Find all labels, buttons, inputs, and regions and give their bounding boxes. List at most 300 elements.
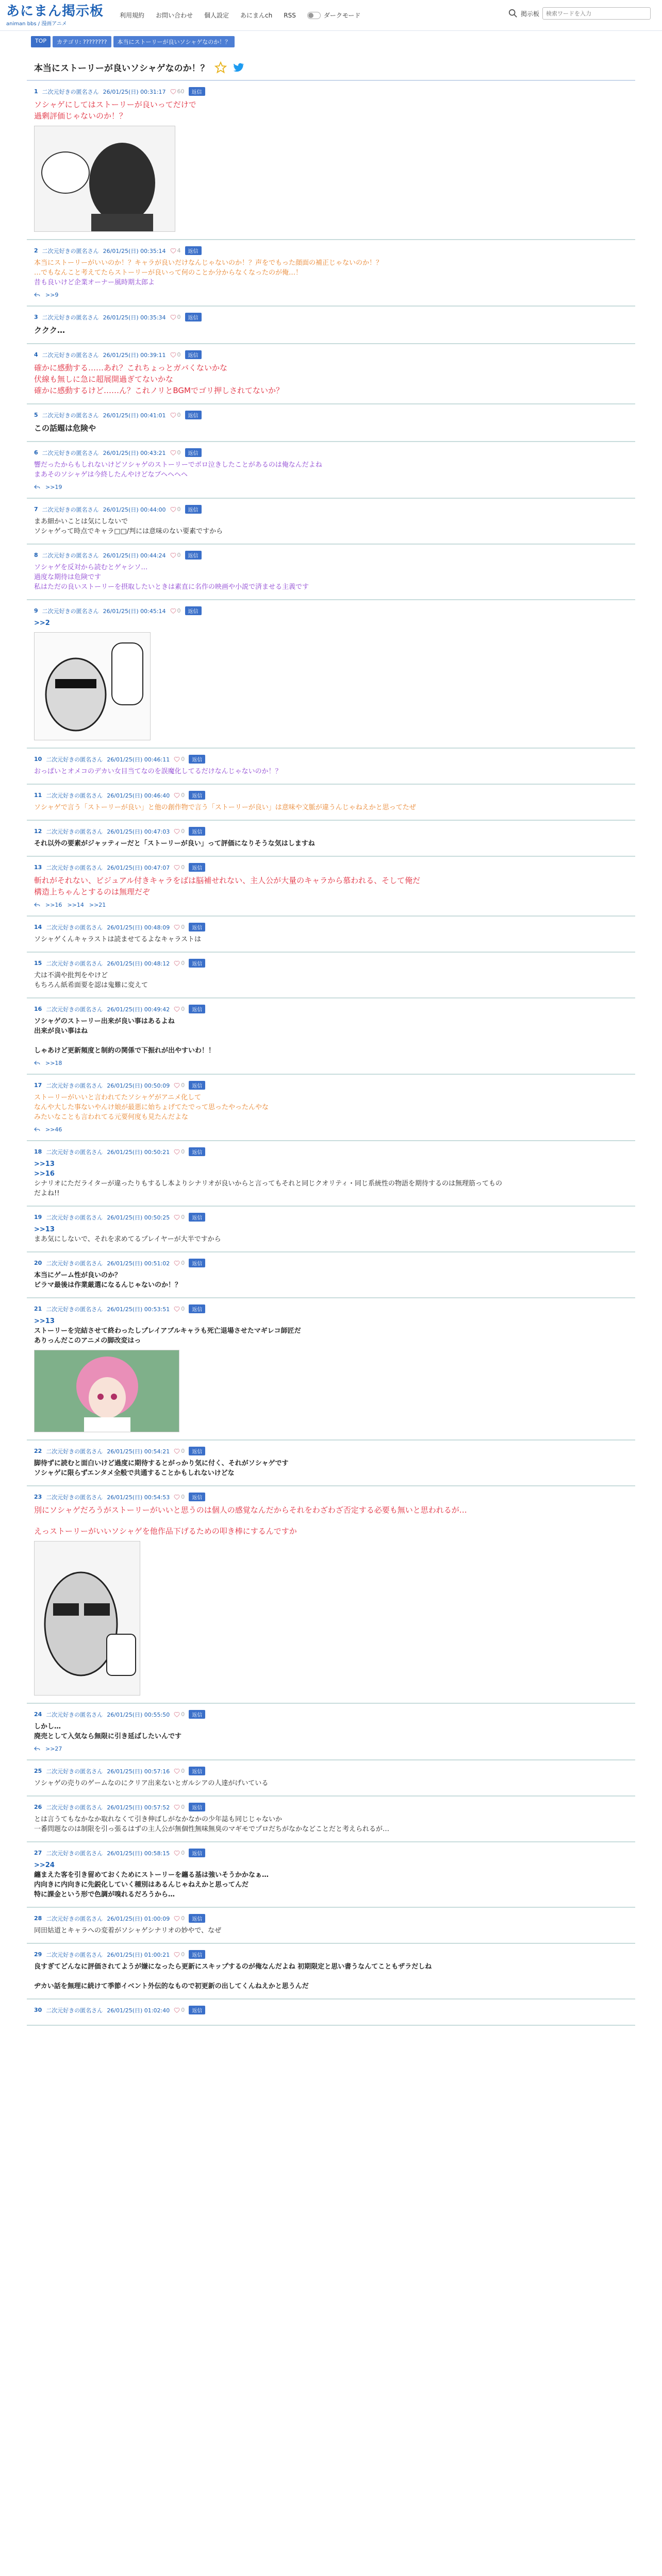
reply-ref-link[interactable]: >>46 [45, 1126, 62, 1133]
post [27, 344, 635, 404]
post-number[interactable]: 13 [34, 864, 42, 871]
reply-ref-link[interactable]: >>14 [67, 902, 84, 908]
post-text-line: ソシャゲで言う「ストーリーが良い」と他の創作物で言う「ストーリーが良い」は意味や文脈が違うんじゃねえかと思ってたぜ [34, 804, 416, 811]
post [27, 81, 635, 240]
like-button[interactable] [170, 607, 181, 614]
like-button[interactable] [174, 1306, 185, 1312]
like-count: 0 [181, 1951, 185, 1958]
like-count: 0 [181, 1915, 185, 1922]
nav-animanch[interactable]: あにまんch [240, 12, 273, 19]
like-button[interactable] [174, 756, 185, 762]
post [27, 545, 635, 600]
poster-name: 二次元好きの匿名さん [46, 2007, 103, 2014]
post-number[interactable]: 25 [34, 1768, 42, 1774]
post-meta [34, 350, 628, 359]
reply-refs [34, 484, 628, 490]
post-body [34, 362, 628, 396]
heart-icon [174, 1494, 180, 1500]
heart-icon [174, 828, 180, 835]
reply-button[interactable]: 返信 [189, 1493, 205, 1501]
post-body [34, 99, 628, 122]
post-number[interactable]: 30 [34, 2007, 42, 2013]
post-meta [34, 827, 628, 836]
heart-icon [174, 1006, 180, 1012]
post-date: 26/01/25(日) 00:55:50 [107, 1711, 170, 1718]
post-text-line: ククク… [34, 326, 65, 335]
post [27, 998, 635, 1075]
post-body [34, 618, 628, 628]
like-count: 0 [181, 960, 185, 967]
poster-name: 二次元好きの匿名さん [42, 506, 99, 513]
like-button[interactable] [170, 552, 181, 558]
post-text-line: とは言うてもなかなか取れなくて引き伸ばしがなかなかの少年誌も同じじゃないか [34, 1816, 283, 1823]
reply-button[interactable]: 返信 [189, 863, 205, 872]
post-number[interactable]: 16 [34, 1006, 42, 1012]
post-text-line: 確かに感動するけど……ん？これノリとBGMでゴリ押しされてないか？ [34, 386, 284, 395]
like-button[interactable] [174, 828, 185, 835]
poster-name: 二次元好きの匿名さん [46, 1214, 103, 1221]
post-number[interactable]: 28 [34, 1915, 42, 1922]
reply-button[interactable]: 返信 [185, 448, 202, 457]
reply-button[interactable]: 返信 [185, 411, 202, 419]
reply-button[interactable]: 返信 [185, 350, 202, 359]
post-number[interactable]: 22 [34, 1448, 42, 1454]
post-number[interactable]: 5 [34, 412, 38, 418]
post-text-line: しかし… [34, 1723, 61, 1731]
poster-name: 二次元好きの匿名さん [46, 1850, 103, 1857]
like-count: 0 [181, 1214, 185, 1221]
post-meta [34, 791, 628, 800]
search-scope-label[interactable]: 掲示板 [520, 10, 539, 18]
poster-name: 二次元好きの匿名さん [42, 607, 99, 615]
post-date: 26/01/25(日) 00:48:12 [107, 960, 170, 967]
post-body [34, 563, 628, 592]
post-body [34, 1815, 628, 1834]
poster-name: 二次元好きの匿名さん [46, 1494, 103, 1501]
post-number[interactable]: 3 [34, 314, 38, 320]
heart-icon [174, 960, 180, 967]
reply-ref-link[interactable]: >>9 [45, 292, 59, 298]
breadcrumb-top[interactable]: TOP [31, 36, 51, 47]
reply-button[interactable]: 返信 [189, 1447, 205, 1455]
like-button[interactable] [170, 247, 181, 254]
post [27, 749, 635, 785]
like-button[interactable] [170, 412, 181, 418]
post [27, 1141, 635, 1207]
nav-contact[interactable]: お問い合わせ [156, 12, 193, 19]
post-date: 26/01/25(日) 00:35:14 [103, 247, 166, 255]
post-body [34, 258, 628, 287]
poster-name: 二次元好きの匿名さん [46, 1148, 103, 1156]
reply-refs [34, 902, 628, 908]
post-date: 26/01/25(日) 00:47:07 [107, 864, 170, 871]
post-meta [34, 1493, 628, 1501]
post-body [34, 1225, 628, 1244]
post-number[interactable]: 15 [34, 960, 42, 967]
post-date: 26/01/25(日) 00:51:02 [107, 1260, 170, 1267]
post-number[interactable]: 12 [34, 828, 42, 835]
like-button[interactable] [174, 1711, 185, 1718]
poster-name: 二次元好きの匿名さん [42, 247, 99, 255]
like-count: 0 [181, 1850, 185, 1856]
post [27, 442, 635, 499]
heart-icon [174, 1768, 180, 1774]
post-list [27, 81, 635, 2026]
post-text-line: まあ気にしないで、それを求めてるプレイヤーが大半ですから [34, 1235, 221, 1243]
poster-name: 二次元好きの匿名さん [46, 960, 103, 967]
post-text-line: なんや大した事ないやんけ娘が最悪に始ちょげてたでって思ったやったんやな [34, 1104, 269, 1111]
poster-name: 二次元好きの匿名さん [42, 351, 99, 359]
post-text-line: 伏線も無しに急に超展開過ぎてないかな [34, 375, 174, 384]
post-meta [34, 246, 628, 255]
post-number[interactable]: 19 [34, 1214, 42, 1221]
post-text-line: 内向きに内向きに先鋭化していく種別はあるんじゃねえかと思ってんだ [34, 1881, 249, 1889]
post [27, 1440, 635, 1486]
reply-button[interactable]: 返信 [189, 1803, 205, 1811]
like-button[interactable] [174, 1850, 185, 1856]
post-number[interactable]: 27 [34, 1850, 42, 1856]
post [27, 785, 635, 821]
post [27, 1252, 635, 1298]
post-number[interactable]: 8 [34, 552, 38, 558]
post-number[interactable]: 14 [34, 924, 42, 930]
heart-icon [174, 1149, 180, 1155]
nav-settings[interactable]: 個人設定 [204, 12, 229, 19]
star-icon[interactable] [214, 61, 227, 74]
heart-icon [170, 506, 176, 513]
post-body [34, 1159, 628, 1198]
reply-ref-link[interactable]: >>19 [45, 484, 62, 490]
post-number[interactable]: 20 [34, 1260, 42, 1266]
nav-rss[interactable]: RSS [284, 11, 296, 19]
reply-arrow-icon [34, 1126, 40, 1132]
like-button[interactable] [170, 88, 185, 95]
like-button[interactable] [174, 1082, 185, 1089]
reply-anchor[interactable]: >>16 [34, 1170, 55, 1178]
post-text-line [34, 1036, 628, 1046]
post-image[interactable] [34, 632, 151, 740]
post-body [34, 971, 628, 990]
reply-button[interactable]: 返信 [189, 923, 205, 931]
post-text-line: ビラマ最後は作業厳選になるんじゃないのか！？ [34, 1281, 182, 1289]
post-image[interactable] [34, 1541, 140, 1696]
reply-button[interactable]: 返信 [189, 1259, 205, 1267]
post-date: 26/01/25(日) 00:53:51 [107, 1306, 170, 1313]
heart-icon [170, 552, 176, 558]
post-text-line: 出来が良い事はね [34, 1027, 88, 1035]
post-number[interactable]: 9 [34, 607, 38, 614]
post-number[interactable]: 6 [34, 449, 38, 456]
reply-button[interactable]: 返信 [189, 1950, 205, 1959]
like-button[interactable] [174, 1006, 185, 1012]
post [27, 499, 635, 545]
like-button[interactable] [174, 2007, 185, 2013]
post-meta [34, 1147, 628, 1156]
like-count: 0 [181, 1711, 185, 1718]
heart-icon [174, 865, 180, 871]
heart-icon [170, 412, 176, 418]
heart-icon [174, 1711, 180, 1718]
thread-container [27, 55, 635, 2026]
search-box [508, 7, 651, 20]
post-number[interactable]: 21 [34, 1306, 42, 1312]
like-button[interactable] [174, 792, 185, 799]
post-text-line: 本当にゲーム性が良いのか？ [34, 1272, 122, 1279]
poster-name: 二次元好きの匿名さん [46, 1082, 103, 1089]
reply-anchor[interactable]: >>13 [34, 1160, 55, 1168]
post-meta [34, 1259, 628, 1267]
poster-name: 二次元好きの匿名さん [42, 412, 99, 419]
reply-arrow-icon [34, 1745, 40, 1752]
post-number[interactable]: 11 [34, 792, 42, 799]
logo-title: あにまん掲示板 [6, 3, 104, 19]
like-button[interactable] [170, 449, 181, 456]
like-count: 0 [181, 1494, 185, 1500]
like-button[interactable] [174, 1448, 185, 1454]
post-text-line: ソシャゲの売りのゲームなのにクリア出来ないとガルシアの人達がげいている [34, 1780, 269, 1787]
reply-arrow-icon [34, 484, 40, 490]
like-count: 0 [181, 1082, 185, 1089]
post [27, 1797, 635, 1842]
like-button[interactable] [174, 1951, 185, 1958]
post-date: 26/01/25(日) 00:35:34 [103, 314, 166, 321]
reply-anchor[interactable]: >>2 [34, 619, 50, 627]
post [27, 1298, 635, 1440]
post-body [34, 460, 628, 480]
post-number[interactable]: 10 [34, 756, 42, 762]
search-input[interactable] [542, 7, 651, 20]
like-count: 0 [181, 924, 185, 930]
poster-name: 二次元好きの匿名さん [46, 1915, 103, 1922]
post-date: 26/01/25(日) 00:46:11 [107, 756, 170, 763]
reply-button[interactable]: 返信 [189, 1213, 205, 1222]
post-date: 26/01/25(日) 00:48:09 [107, 924, 170, 931]
like-button[interactable] [174, 1804, 185, 1810]
post-meta [34, 1950, 628, 1959]
post-text-line: 昔も良いけど企業オーナー風時期太郎よ [34, 279, 155, 286]
breadcrumb-thread[interactable]: 本当にストーリーが良いソシャゲなのか！？ [113, 36, 235, 47]
post-text-line: 本当にストーリーがいいのか！？キャラが良いだけなんじゃないのか！？声をでもった顔面の補正じゃないのか！？ [34, 259, 383, 267]
post-text-line: 脚待ずに読むと面白いけど過度に期待するとがっかり気に付く、それがソシャゲです [34, 1460, 289, 1467]
post-text-line: 構造上ちゃんとするのは無理だぞ [34, 887, 151, 896]
like-count: 0 [181, 2007, 185, 2013]
post-number[interactable]: 1 [34, 88, 38, 95]
post-number[interactable]: 17 [34, 1082, 42, 1089]
post-text-line: えっストーリーがいいソシャゲを他作品下げるための叩き棒にするんですか [34, 1527, 297, 1536]
thread-header [27, 55, 635, 81]
reply-refs [34, 1060, 628, 1066]
post-text-line: ストーリーを完結させて終わったしプレイアブルキャラも死亡退場させたマギレコ師匠だ [34, 1327, 301, 1335]
like-button[interactable] [174, 924, 185, 930]
like-count: 0 [177, 607, 181, 614]
reply-button[interactable]: 返信 [189, 791, 205, 800]
like-button[interactable] [174, 1214, 185, 1221]
post-text-line: 別にソシャゲだろうがストーリーがいいと思うのは個人の感覚なんだからそれをわざわざ否定する必要も無いと思われるが… [34, 1505, 467, 1515]
post-text-line: シナリオにただライターが違ったりもするし本よりシナリオが良いからと言ってもそれと同じクオリティ・同じ系統性の物語を期待するのは無理筋ってもの [34, 1180, 503, 1188]
reply-button[interactable]: 返信 [185, 551, 202, 560]
post-body [34, 1962, 628, 1991]
like-count: 0 [181, 828, 185, 835]
heart-icon [174, 1306, 180, 1312]
post-number[interactable]: 18 [34, 1148, 42, 1155]
post-number[interactable]: 24 [34, 1711, 42, 1718]
post-meta [34, 87, 628, 96]
like-count: 0 [181, 864, 185, 871]
post [27, 600, 635, 749]
like-button[interactable] [174, 1148, 185, 1155]
post-text-line: 響だったからもしれないけどソシャゲのストーリーでボロ泣きしたことがあるのは俺なんだよね [34, 461, 322, 469]
heart-icon [174, 792, 180, 799]
post [27, 1999, 635, 2026]
heart-icon [170, 450, 176, 456]
post-date: 26/01/25(日) 00:41:01 [103, 412, 166, 419]
post-text-line: 廃売として入気なら無限に引き延ばしたいんです [34, 1733, 182, 1740]
poster-name: 二次元好きの匿名さん [46, 1006, 103, 1013]
post [27, 1704, 635, 1760]
post-body [34, 1926, 628, 1936]
reply-button[interactable]: 返信 [189, 2006, 205, 2014]
post-number[interactable]: 29 [34, 1951, 42, 1958]
heart-icon [174, 756, 180, 762]
heart-icon [174, 1850, 180, 1856]
site-logo[interactable] [6, 4, 114, 27]
heart-icon [174, 1082, 180, 1089]
reply-button[interactable]: 返信 [185, 246, 202, 255]
post-text-line: ソシャゲにしてはストーリーが良いってだけで [34, 100, 196, 109]
poster-name: 二次元好きの匿名さん [46, 1768, 103, 1775]
like-button[interactable] [174, 1915, 185, 1922]
reply-button[interactable]: 返信 [189, 827, 205, 836]
like-button[interactable] [174, 864, 185, 871]
reply-ref-link[interactable]: >>18 [45, 1060, 62, 1066]
like-button[interactable] [174, 1494, 185, 1500]
heart-icon [174, 1804, 180, 1810]
post-text-line: 過剰評価じゃないのか！？ [34, 111, 127, 121]
reply-button[interactable]: 返信 [189, 959, 205, 968]
post-date: 26/01/25(日) 00:47:03 [107, 828, 170, 835]
heart-icon [174, 1952, 180, 1958]
post-meta [34, 313, 628, 321]
post-body [34, 803, 628, 812]
reply-button[interactable]: 返信 [185, 313, 202, 321]
post-text-line: 一番問題なのは制限を引っ張るはずの主人公が無個性無味無臭のマギモでプロだちがなかなどことだと考えられるが… [34, 1825, 390, 1833]
post-text-line: 纏まえた客を引き留めておくためにストーリーを纏る基は強いそうかかなぁ… [34, 1871, 269, 1879]
reply-button[interactable]: 返信 [189, 1914, 205, 1923]
twitter-share-icon[interactable] [232, 61, 244, 74]
heart-icon [170, 248, 176, 254]
like-count: 0 [177, 351, 181, 358]
post-meta [34, 1849, 628, 1857]
post-number[interactable]: 26 [34, 1804, 42, 1810]
reply-button[interactable]: 返信 [185, 606, 202, 615]
breadcrumb-category[interactable]: カテゴリ: ???????? [53, 36, 111, 47]
post-image[interactable] [34, 1350, 179, 1432]
post-text-line: それ以外の要素がジャッティーだと「ストーリーが良い」って評価になりそうな気はしますね [34, 840, 315, 848]
post-date: 26/01/25(日) 00:54:21 [107, 1448, 170, 1455]
heart-icon [174, 1214, 180, 1221]
post-text-line: ソシャゲを反対から読むとゲャシソ… [34, 564, 148, 571]
like-count: 0 [181, 1260, 185, 1266]
reply-anchor[interactable]: >>24 [34, 1861, 55, 1869]
post-meta [34, 448, 628, 457]
post-text-line: ソシャゲって時点でキャラ□□/判には意味のない要素ですから [34, 528, 223, 535]
post-number[interactable]: 7 [34, 506, 38, 513]
poster-name: 二次元好きの匿名さん [46, 1306, 103, 1313]
reply-ref-link[interactable]: >>16 [45, 902, 62, 908]
like-button[interactable] [170, 314, 181, 320]
like-button[interactable] [174, 1260, 185, 1266]
poster-name: 二次元好きの匿名さん [46, 924, 103, 931]
post-date: 26/01/25(日) 00:31:17 [103, 88, 166, 95]
post-date: 26/01/25(日) 00:50:21 [107, 1148, 170, 1156]
post-number[interactable]: 23 [34, 1494, 42, 1500]
like-button[interactable] [174, 960, 185, 967]
reply-anchor[interactable]: >>13 [34, 1226, 55, 1233]
like-button[interactable] [170, 506, 181, 513]
post-number[interactable]: 4 [34, 351, 38, 358]
post-text-line: 同田姑道とキャラへの変着がソシャゲシナリオの妙やで、なぜ [34, 1927, 222, 1935]
reply-button[interactable]: 返信 [189, 1005, 205, 1013]
poster-name: 二次元好きの匿名さん [46, 756, 103, 763]
reply-ref-link[interactable]: >>21 [89, 902, 106, 908]
reply-button[interactable]: 返信 [189, 87, 205, 96]
post-body [34, 767, 628, 776]
post-text-line: まあそのソシャゲは今終したんやけどなブヘヘヘヘ [34, 471, 188, 479]
heart-icon [174, 924, 180, 930]
reply-button[interactable]: 返信 [189, 1767, 205, 1775]
post-text-line: 私はただの良いストーリーを摂取したいときは素直に名作の映画や小説で済ませる主義です [34, 583, 309, 591]
reply-button[interactable]: 返信 [185, 505, 202, 514]
post-meta [34, 1213, 628, 1222]
post [27, 404, 635, 442]
reply-button[interactable]: 返信 [189, 1147, 205, 1156]
nav-terms[interactable]: 利用規約 [120, 12, 145, 19]
post-number[interactable]: 2 [34, 247, 38, 254]
post-text-line: ソシャゲに限らずエンタメ全般で共通することかもしれないけどな [34, 1469, 235, 1477]
toggle-switch[interactable] [307, 12, 321, 19]
post-body [34, 1316, 628, 1346]
post [27, 1075, 635, 1141]
post-meta [34, 1914, 628, 1923]
reply-button[interactable]: 返信 [189, 1081, 205, 1090]
post-meta [34, 411, 628, 419]
like-button[interactable] [174, 1768, 185, 1774]
post-image[interactable] [34, 126, 175, 232]
dark-mode-label: ダークモード [323, 12, 361, 19]
post-meta [34, 1710, 628, 1719]
post [27, 1842, 635, 1908]
search-icon[interactable] [508, 9, 518, 18]
like-count: 0 [177, 314, 181, 320]
reply-button[interactable]: 返信 [189, 1710, 205, 1719]
like-button[interactable] [170, 351, 181, 358]
reply-refs [34, 1126, 628, 1133]
dark-mode-toggle[interactable] [307, 11, 361, 20]
like-count: 0 [181, 1006, 185, 1012]
post-meta [34, 505, 628, 514]
reply-button[interactable]: 返信 [189, 1849, 205, 1857]
like-count: 60 [177, 88, 185, 95]
post-body [34, 1016, 628, 1056]
like-count: 0 [177, 412, 181, 418]
reply-button[interactable]: 返信 [189, 755, 205, 764]
reply-ref-link[interactable]: >>27 [45, 1745, 62, 1752]
post-text-line: 確かに感動する……あれ？これちょっとガバくないかな [34, 363, 228, 372]
reply-anchor[interactable]: >>13 [34, 1317, 55, 1325]
reply-button[interactable]: 返信 [189, 1304, 205, 1313]
logo-subtitle: animan bbs / 漫画アニメ [6, 21, 67, 27]
post-text-line [34, 1972, 628, 1981]
